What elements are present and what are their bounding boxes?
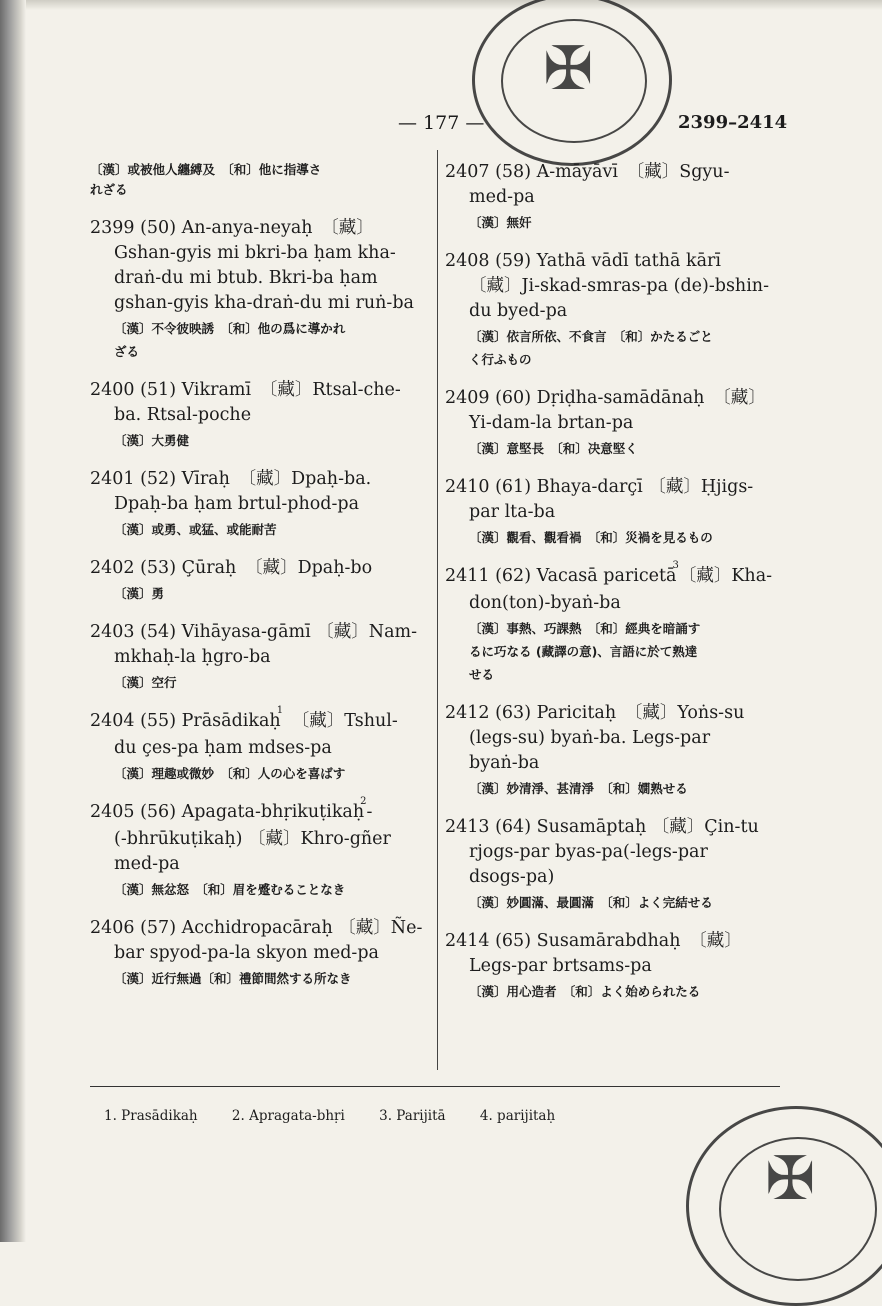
entry-translation-line: Gshan-gyis mi bkri-ba ḥam kha- [114,243,396,263]
dictionary-entry [445,560,785,685]
entry-headword: 2406 (57) Acchidropacāraḥ 〔藏〕Ñe- [90,918,423,938]
entry-headword: 2404 (55) Prāsādikaḥ [90,711,281,731]
entry-headword-line [445,475,785,500]
entry-headword: 2403 (54) Vihāyasa-gāmī 〔藏〕Nam- [90,622,418,642]
entry-headword: 2411 (62) Vacasā paricetā [445,566,677,586]
gloss-line: 〔漢〕意堅長 〔和〕决意堅く [469,441,638,456]
entry-headword: 2412 (63) Paricitaḥ 〔藏〕Yoṅs-su [445,703,745,723]
footnote-1: 1. Prasādikaḥ [104,1108,198,1124]
dictionary-entry [90,796,430,900]
gloss-line: 〔漢〕大勇健 [114,433,190,448]
dictionary-entry [445,386,785,459]
entry-headword: 2407 (58) A-māyāvī 〔藏〕Sgyu- [445,162,730,182]
gloss-line: 〔漢〕或勇、或猛、或能耐苦 [114,522,277,537]
gloss-line: ざる [114,344,140,359]
entry-translation-line: byaṅ-ba [469,753,540,773]
library-stamp-top [472,0,672,166]
entry-headword-line [90,705,430,736]
dictionary-entry [445,160,785,233]
entry-headword-line [445,701,785,726]
dictionary-entry [445,475,785,548]
book-spine-shadow [0,0,26,1242]
gloss-line: 〔漢〕或被他人纏縛及 〔和〕他に指導さ [90,162,322,177]
footnote-4: 4. parijitaḥ [479,1108,556,1124]
entry-translation-line: mkhaḥ-la ḥgro-ba [114,647,271,667]
footnote-rule [90,1086,780,1087]
gloss-line: 〔漢〕不令彼映誘 〔和〕他の爲に導かれ [114,321,346,336]
entry-range: 2399–2414 [678,112,788,133]
dictionary-entry [445,929,785,1002]
gloss-line: 〔漢〕妙圓滿、最圓滿 〔和〕よく完結せる [469,895,713,910]
entry-translation-line: Legs-par brtsams-pa [469,956,652,976]
entry-headword: 2410 (61) Bhaya-darçī 〔藏〕Ḥjigs- [445,477,754,497]
entry-headword-tail: 〔藏〕Kha- [678,566,773,586]
entry-translation-line: don(ton)-byaṅ-ba [469,593,621,613]
entry-headword: 2413 (64) Susamāptaḥ 〔藏〕Çin-tu [445,817,759,837]
entry-headword-line [445,560,785,591]
footnote-marker: 3 [672,560,679,571]
gloss-line: 〔漢〕事熱、巧課熱 〔和〕經典を暗誦す [469,621,701,636]
entry-headword: 2408 (59) Yathā vādī tathā kārī [445,251,721,271]
entry-headword-line [90,796,430,827]
page-number: — 177 — [398,112,485,134]
entry-translation-line: dsogs-pa) [469,867,555,887]
entry-translation-line: med-pa [114,854,180,874]
column-divider [437,150,438,1070]
footnote-2: 2. Apragata-bhṛi [231,1108,345,1124]
entry-translation-line: med-pa [469,187,535,207]
entry-headword-tail: 〔藏〕Tshul- [283,711,398,731]
entry-headword-line [445,929,785,954]
entry-translation-line: Yi-dam-la brtan-pa [469,413,634,433]
entry-headword-line [90,467,430,492]
gloss-line: 〔漢〕無奸 [469,215,532,230]
entry-headword: 2401 (52) Vīraḥ 〔藏〕Dpaḥ-ba. [90,469,372,489]
entry-translation-line: draṅ-du mi btub. Bkri-ba ḥam [114,268,378,288]
entry-headword-line [90,378,430,403]
page-top-shadow [0,0,882,10]
entry-translation-line: 〔藏〕Ji-skad-smras-pa (de)-bshin- [469,276,769,296]
entry-translation-line: (-bhrūkuṭikaḥ) 〔藏〕Khro-gñer [114,829,391,849]
dictionary-entry [90,556,430,604]
entry-headword-line [445,160,785,185]
entry-headword: 2405 (56) Apagata-bhṛikuṭikaḥ [90,802,365,822]
entry-headword-line [445,815,785,840]
entry-translation-line: du byed-pa [469,301,568,321]
dictionary-entry [90,620,430,693]
entry-headword-line [90,620,430,645]
entry-translation-line: bar spyod-pa-la skyon med-pa [114,943,379,963]
gloss-line: 〔漢〕近行無過〔和〕禮節間然する所なき [114,971,352,986]
gloss-line: く行ふもの [469,352,532,367]
left-column [90,160,430,1005]
entry-headword: 2399 (50) An-anya-neyaḥ 〔藏〕 [90,218,374,238]
footnote-3: 3. Parijitā [379,1108,446,1124]
dictionary-entry [445,249,785,370]
dictionary-entry [90,705,430,784]
entry-headword-line [445,249,785,274]
entry-translation-line: du çes-pa ḥam mdses-pa [114,738,332,758]
eagle-emblem-icon: ✠ [543,34,594,104]
entry-translation-line: Dpaḥ-ba ḥam brtul-phod-pa [114,494,360,514]
gloss-line: るに巧なる (藏譯の意)、言語に於て熟達 [469,644,698,659]
eagle-emblem-icon: ✠ [765,1144,816,1214]
gloss-line: 〔漢〕用心造者 〔和〕よく始められたる [469,984,701,999]
entry-headword-line [90,216,430,241]
dictionary-entry [90,378,430,451]
entry-headword: 2400 (51) Vikramī 〔藏〕Rtsal-che- [90,380,401,400]
footnotes [104,1108,585,1124]
gloss-line: 〔漢〕依言所依、不食言 〔和〕かたるごと [469,329,713,344]
gloss-line: せる [469,667,495,682]
gloss-line: 〔漢〕無忿怒 〔和〕眉を蹙むることなき [114,882,346,897]
dictionary-entry [90,216,430,362]
dictionary-entry [445,701,785,799]
dictionary-entry [445,815,785,913]
entry-translation-line: (legs-su) byaṅ-ba. Legs-par [469,728,711,748]
gloss-line: れざる [90,182,128,197]
dictionary-entry [90,916,430,989]
entry-translation-line: rjogs-par byas-pa(-legs-par [469,842,708,862]
footnote-marker: 1 [276,705,284,716]
entry-translation-line: ba. Rtsal-poche [114,405,252,425]
entry-headword-line [90,916,430,941]
gloss-line: 〔漢〕妙清淨、甚清淨 〔和〕嫺熟せる [469,781,688,796]
footnote-marker: 2 [360,796,367,807]
entry-translation-line: par lta-ba [469,502,556,522]
entry-headword: 2414 (65) Susamārabdhaḥ 〔藏〕 [445,931,742,951]
dictionary-entry [90,467,430,540]
entry-headword-line [90,556,430,581]
gloss-line: 〔漢〕空行 [114,675,177,690]
carry-over-entry [90,160,430,200]
gloss-line: 〔漢〕理趣或微妙 〔和〕人の心を喜ばす [114,766,346,781]
entry-headword: 2402 (53) Çūraḥ 〔藏〕Dpaḥ-bo [90,558,373,578]
gloss-line: 〔漢〕觀看、觀看禍 〔和〕災禍を見るもの [469,530,713,545]
gloss-line: 〔漢〕勇 [114,586,165,601]
right-column [445,160,785,1018]
entry-headword-tail: - [366,802,373,822]
library-stamp-bottom [686,1106,882,1306]
entry-headword-line [445,386,785,411]
entry-headword: 2409 (60) Dṛiḍha-samādānaḥ 〔藏〕 [445,388,766,408]
entry-translation-line: gshan-gyis kha-draṅ-du mi ruṅ-ba [114,293,414,313]
